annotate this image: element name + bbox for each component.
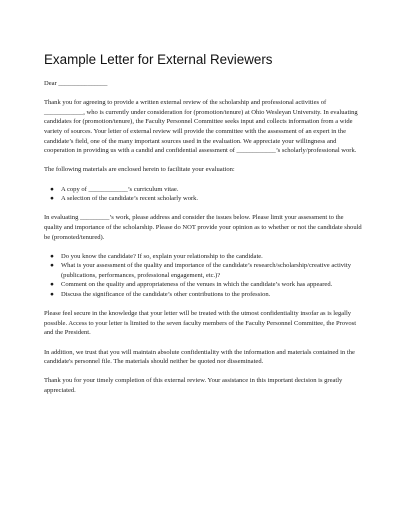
bullet-icon: ● — [50, 281, 54, 289]
confidentiality-paragraph: Please feel secure in the knowledge that your letter will be treated with the utmost confidentiality insofar as is legally possible. Access to your letter is limited to the seven faculty members of the Faculty Personnel Committee, the Provost and the President. — [44, 310, 357, 337]
list-item — [44, 261, 362, 280]
list-item — [44, 252, 362, 262]
bullet-icon: ● — [50, 291, 54, 299]
materials-confidentiality-paragraph: In addition, we trust that you will maintain absolute confidentiality with the information and materials contained in the candidate's personnel file. The materials should neither be quoted nor disseminated. — [44, 348, 355, 366]
list-item-text: Comment on the quality and appropriateness of the venues in which the candidate’s work has appeared. — [61, 281, 333, 289]
list-item — [44, 194, 362, 204]
bullet-icon: ● — [50, 185, 54, 193]
bullet-icon: ● — [50, 262, 54, 270]
evaluation-instructions: In evaluating _________’s work, please address and consider the issues below. Please limit your assessment to the quality and importance of the scholarship. Please do NOT provide your opinion as to whether or not the candidate should be (promoted/tenured). — [44, 214, 362, 241]
bullet-icon: ● — [50, 252, 54, 260]
letter-page — [44, 52, 362, 405]
list-item — [44, 290, 362, 300]
bullet-icon: ● — [50, 195, 54, 203]
issues-list — [44, 252, 362, 300]
letter-title: Example Letter for External Reviewers — [44, 52, 273, 67]
list-item-text: Discuss the significance of the candidate’s other contributions to the profession. — [61, 291, 271, 299]
list-item-text: Do you know the candidate? If so, explain your relationship to the candidate. — [61, 252, 263, 260]
list-item-text: A copy of ____________’s curriculum vitae. — [61, 185, 179, 193]
intro-paragraph: Thank you for agreeing to provide a written external review of the scholarship and professional activities of ____________, who is currently under consideration for (promotion/tenure) at Ohio Wesleyan University. In evaluating candidates for (promotion/tenure), the Faculty Personnel Committee seeks input and collects information from a wide variety of sources. Your letter of external review will provide the committee with the assessment of an expert in the candidate’s field, one of the many important sources used in the evaluation. We appreciate your willingness and cooperation in providing us with a candid and confidential assessment of ____________’s scholarly/professional work. — [44, 99, 358, 155]
list-item-text: What is your assessment of the quality and importance of the candidate’s research/scholarship/creative activity (publications, performances, professional engagement, etc.)? — [61, 262, 351, 279]
list-item — [44, 280, 362, 290]
list-item — [44, 185, 362, 195]
salutation: Dear _______________ — [44, 80, 108, 87]
closing-paragraph: Thank you for your timely completion of this external review. Your assistance in this important decision is greatly appreciated. — [44, 377, 343, 394]
materials-intro: The following materials are enclosed herein to facilitate your evaluation: — [44, 166, 235, 174]
materials-list — [44, 185, 362, 204]
list-item-text: A selection of the candidate’s recent scholarly work. — [61, 195, 199, 203]
